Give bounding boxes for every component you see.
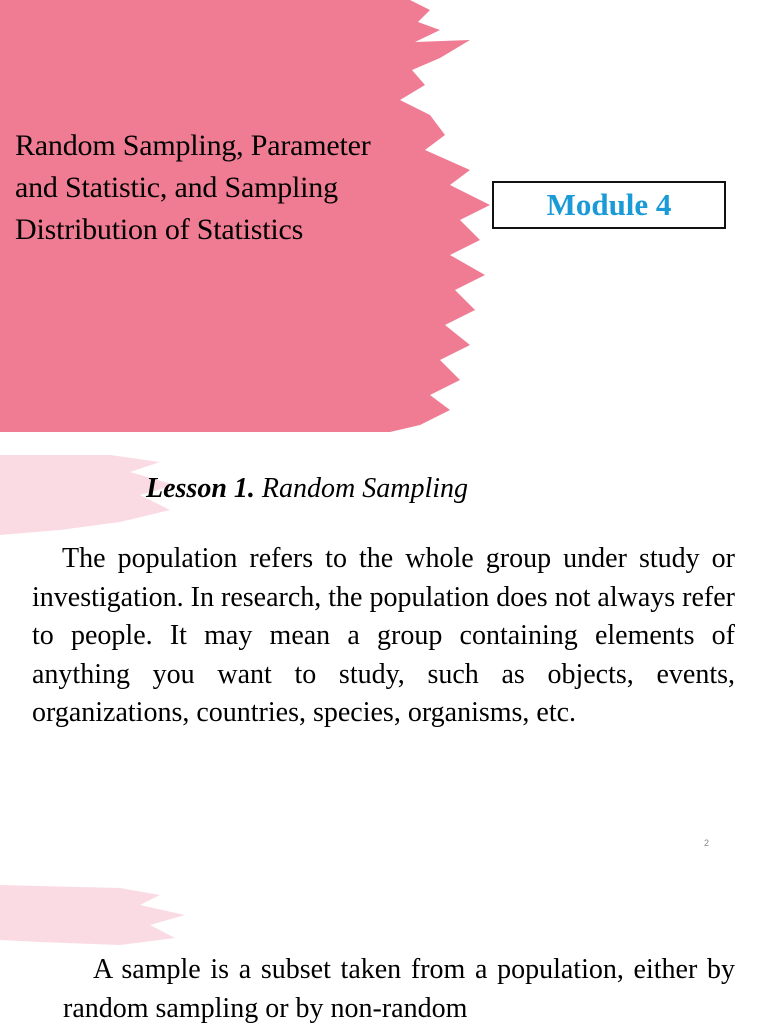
lesson-number: Lesson 1.: [146, 473, 255, 504]
lesson-title: Random Sampling: [261, 473, 469, 504]
population-paragraph: The population refers to the whole group under study or investigation. In research, the population does not always refer to people. It may mean a group containing elements of anything you want to study, such as objects, events, organizations, countries, species, organisms, etc.: [32, 543, 735, 729]
title-line-2: and Statistic, and Sampling: [15, 171, 338, 204]
light-pink-brush-stroke-page2: [0, 885, 185, 945]
module-label-box: [492, 181, 726, 229]
title-line-3: Distribution of Statistics: [15, 213, 304, 246]
title-line-1: Random Sampling, Parameter: [15, 129, 371, 162]
document-title: [15, 125, 455, 251]
module-label: Module 4: [546, 187, 672, 222]
lesson-heading: [146, 473, 468, 505]
page-number: 2: [704, 838, 710, 848]
sample-paragraph: A sample is a subset taken from a population, either by random sampling or by non-random: [63, 954, 735, 1024]
